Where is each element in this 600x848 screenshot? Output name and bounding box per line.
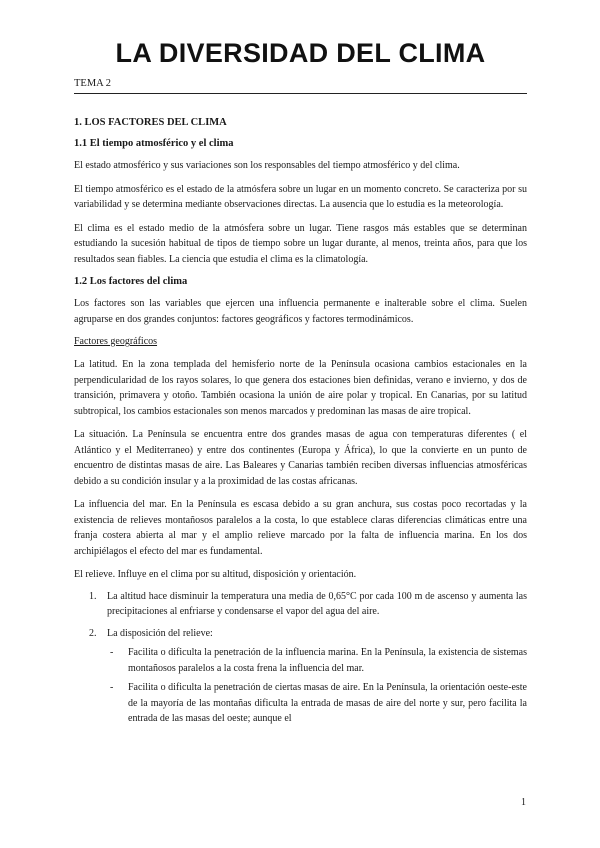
subsection-heading-1-2: 1.2 Los factores del clima [74,276,188,287]
list-item [107,680,527,727]
list-item [74,589,527,620]
paragraph: El estado atmosférico y sus variaciones son los responsables del tiempo atmosférico y del clima. [74,160,460,171]
document-page [74,36,527,727]
disposition-list [107,645,527,727]
subject-label: TEMA 2 [74,78,527,94]
list-item-text: La altitud hace disminuir la temperatura una media de 0,65°C por cada 100 m de ascenso y aumenta las precipitaciones al enfriarse y condensarse el vapor del agua del aire. [107,590,527,617]
paragraph-latitud: La latitud. En la zona templada del hemisferio norte de la Península ocasiona cambios estacionales en la perpendicularidad de los rayos solares, lo que genera dos estaciones bien definidas, verano e invierno, y dos de transición, primavera y otoño. También ocasiona la unión de aire polar y tropical. En Canarias, por su latitud subtropical, los cambios estacionales son menos marcados y predominan las masas de aire tropical. [74,359,527,417]
list-item-text: Facilita o dificulta la penetración de la influencia marina. En la Península, la existencia de sistemas montañosos paralelos a la costa frena la influencia del mar. [128,647,527,674]
list-item [74,626,527,727]
section-heading: 1. LOS FACTORES DEL CLIMA [74,117,227,128]
list-item [107,645,527,676]
document-title: LA DIVERSIDAD DEL CLIMA [115,38,486,68]
paragraph-mar: La influencia del mar. En la Península es escasa debido a su gran anchura, sus costas poco recortadas y la existencia de relieves montañosos paralelos a la costa, lo que establece claras diferencias climáticas entre una franja costera abierta al mar y el amplio relieve marcado por la falta de influencia marina. En los dos archipiélagos el efecto del mar es fundamental. [74,499,527,557]
paragraph: El clima es el estado medio de la atmósfera sobre un lugar. Tiene rasgos más estables que se determinan estudiando la sucesión habitual de tipos de tiempo sobre un lugar durante, al menos, treinta años, para que los resultados sean fiables. La ciencia que estudia el clima es la climatología. [74,222,527,265]
dash-bullet: - [110,647,114,658]
page-number: 1 [521,797,526,808]
list-item-text: Facilita o dificulta la penetración de ciertas masas de aire. En la Península, la orientación oeste-este de la mayoría de las montañas dificulta la entrada de masas de aire del norte y sur, pero facilita la entrada de las masas del oeste; aunque el [128,682,527,724]
relief-list [74,589,527,727]
list-number: 2. [89,627,97,639]
geo-factors-heading: Factores geográficos [74,336,158,347]
paragraph: Los factores son las variables que ejercen una influencia permanente e inalterable sobre el clima. Suelen agruparse en dos grandes conjuntos: factores geográficos y factores termodinámicos. [74,298,527,325]
list-number: 1. [89,590,97,602]
paragraph-relieve: El relieve. Influye en el clima por su altitud, disposición y orientación. [74,569,357,580]
list-item-text: La disposición del relieve: [107,627,213,639]
paragraph: El tiempo atmosférico es el estado de la atmósfera sobre un lugar en un momento concreto. Se caracteriza por su variabilidad y se determina mediante observaciones directas. La ausencia que lo estudia es la meteorología. [74,183,527,210]
subsection-heading-1-1: 1.1 El tiempo atmosférico y el clima [74,138,234,149]
paragraph-situacion: La situación. La Península se encuentra entre dos grandes masas de agua con temperaturas diferentes ( el Atlántico y el Mediterraneo) y entre dos continentes (Europa y África), lo que la convierte en un punto de encuentro de distintas masas de aire. Las Baleares y Canarias también reciben diversas influencias atmosféricas debido a su condición insular y a la proximidad de las costas africanas. [74,429,527,487]
dash-bullet: - [110,682,114,693]
